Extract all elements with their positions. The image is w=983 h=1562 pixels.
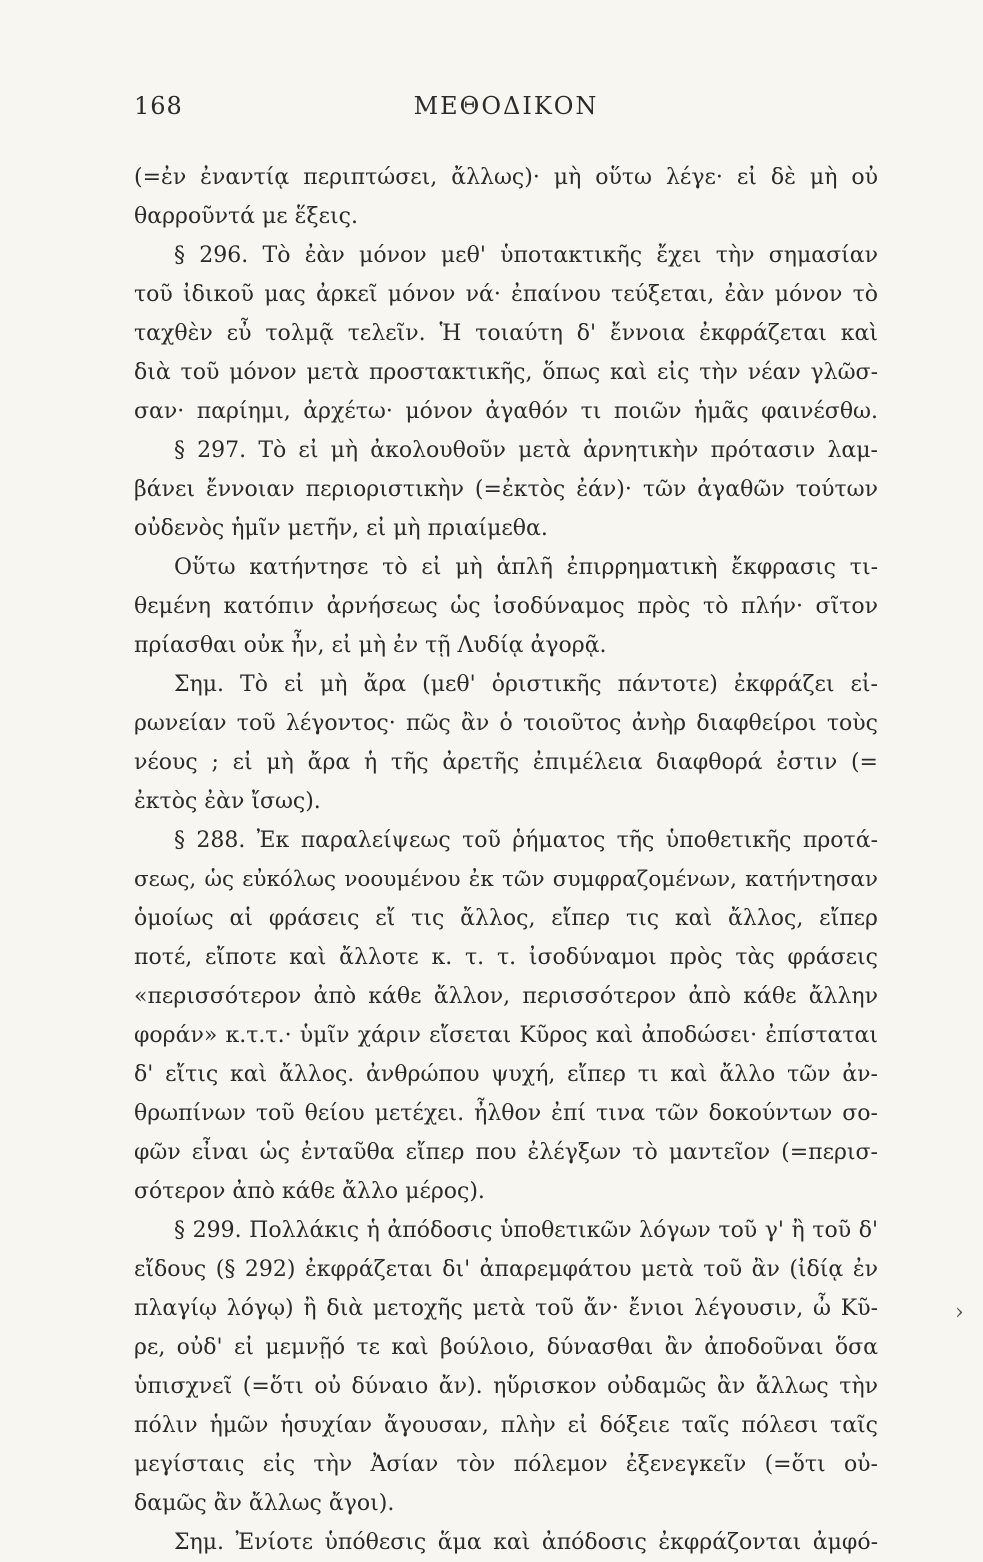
text-line: φῶν εἶναι ὡς ἐνταῦθα εἴπερ που ἐλέγξων τὸ μαντεῖον (=περισ- <box>134 1140 878 1165</box>
text-line: θαρροῦντά με ἕξεις. <box>134 204 358 229</box>
text-line: σότερον ἀπὸ κάθε ἄλλο μέρος). <box>134 1179 485 1204</box>
text-line: νέους ; εἰ μὴ ἄρα ἡ τῆς ἀρετῆς ἐπιμέλεια διαφθορά ἐστιν (= <box>134 750 878 775</box>
text-line: τοῦ ἰδικοῦ μας ἀρκεῖ μόνον νά· ἐπαίνου τεύξεται, ἐὰν μόνον τὸ <box>134 282 878 307</box>
book-page <box>134 92 878 1562</box>
note-line: Σημ. Τὸ εἰ μὴ ἄρα (μεθ' ὁριστικῆς πάντοτε) ἐκφράζει εἰ- <box>174 672 878 697</box>
text-line: πρίασθαι οὐκ ἦν, εἰ μὴ ἐν τῇ Λυδίᾳ ἀγορᾷ. <box>134 633 607 658</box>
section-297-start: § 297. Τὸ εἰ μὴ ἀκολουθοῦν μετὰ ἀρνητικὴν πρότασιν λαμ- <box>174 438 878 463</box>
margin-mark: › <box>955 1300 964 1325</box>
text-line: πλαγίῳ λόγῳ) ἢ διὰ μετοχῆς μετὰ τοῦ ἄν· ἔνιοι λέγουσιν, ὦ Κῦ- <box>134 1296 878 1321</box>
section-296-start: § 296. Τὸ ἐὰν μόνον μεθ' ὑποτακτικῆς ἔχει τὴν σημασίαν <box>174 243 878 268</box>
text-line: Οὕτω κατήντησε τὸ εἰ μὴ ἁπλῆ ἐπιρρηματικὴ ἔκφρασις τι- <box>174 555 878 580</box>
text-line: δαμῶς ἂν ἄλλως ἄγοι). <box>134 1491 395 1516</box>
text-line: ποτέ, εἴποτε καὶ ἄλλοτε κ. τ. τ. ἰσοδύναμοι πρὸς τὰς φράσεις <box>134 945 878 970</box>
section-288-start: § 288. Ἐκ παραλείψεως τοῦ ῥήματος τῆς ὑποθετικῆς προτά- <box>174 828 878 853</box>
body-text <box>134 158 878 1562</box>
text-line: «περισσότερον ἀπὸ κάθε ἄλλον, περισσότερον ἀπὸ κάθε ἄλλην <box>134 984 878 1009</box>
note-line: Σημ. Ἐνίοτε ὑπόθεσις ἅμα καὶ ἀπόδοσις ἐκφράζονται ἀμφό- <box>174 1530 878 1555</box>
text-line: ὁμοίως αἱ φράσεις εἴ τις ἄλλος, εἴπερ τις καὶ ἄλλος, εἴπερ <box>134 906 878 931</box>
text-line: θεμένη κατόπιν ἀρνήσεως ὡς ἰσοδύναμος πρὸς τὸ πλήν· σῖτον <box>134 594 878 619</box>
text-line: διὰ τοῦ μόνον μετὰ προστακτικῆς, ὅπως καὶ εἰς τὴν νέαν γλῶσ- <box>134 360 878 385</box>
text-line: ἐκτὸς ἐὰν ἴσως). <box>134 789 321 814</box>
section-299-start: § 299. Πολλάκις ἡ ἀπόδοσις ὑποθετικῶν λόγων τοῦ γ' ἢ τοῦ δ' <box>174 1218 878 1243</box>
running-title: ΜΕΘΟΔΙΚΟΝ <box>413 92 599 120</box>
text-line: οὐδενὸς ἡμῖν μετῆν, εἰ μὴ πριαίμεθα. <box>134 516 548 541</box>
text-line: βάνει ἔννοιαν περιοριστικὴν (=ἐκτὸς ἐάν)· τῶν ἀγαθῶν τούτων <box>134 477 878 502</box>
text-line: ὑπισχνεῖ (=ὅτι οὐ δύναιο ἄν). ηὕρισκον οὐδαμῶς ἂν ἄλλως τὴν <box>134 1374 878 1399</box>
text-line: ρε, οὐδ' εἰ μεμνῇό τε καὶ βούλοιο, δύνασθαι ἂν ἀποδοῦναι ὅσα <box>134 1335 878 1360</box>
page-header <box>134 92 878 132</box>
text-line: θρωπίνων τοῦ θείου μετέχει. ἦλθον ἐπί τινα τῶν δοκούντων σο- <box>134 1101 878 1126</box>
text-line: φοράν» κ.τ.τ.· ὑμῖν χάριν εἴσεται Κῦρος καὶ ἀποδώσει· ἐπίσταται <box>134 1023 878 1048</box>
text-line: ρωνείαν τοῦ λέγοντος· πῶς ἂν ὁ τοιοῦτος ἀνὴρ διαφθείροι τοὺς <box>134 711 878 736</box>
text-line: σαν· παρίημι, ἀρχέτω· μόνον ἀγαθόν τι ποιῶν ἡμᾶς φαινέσθω. <box>134 399 878 424</box>
text-line: μεγίσταις εἰς τὴν Ἀσίαν τὸν πόλεμον ἐξενεγκεῖν (=ὅτι οὐ- <box>134 1452 878 1477</box>
text-line: δ' εἴτις καὶ ἄλλος. ἀνθρώπου ψυχή, εἴπερ τι καὶ ἄλλο τῶν ἀν- <box>134 1062 878 1087</box>
page-number: 168 <box>134 92 183 120</box>
text-line: σεως, ὡς εὐκόλως νοουμένου ἐκ τῶν συμφραζομένων, κατήντησαν <box>134 867 878 892</box>
text-line: πόλιν ἡμῶν ἡσυχίαν ἄγουσαν, πλὴν εἰ δόξειε ταῖς πόλεσι ταῖς <box>134 1413 878 1438</box>
text-line: ταχθὲν εὖ τολμᾷ τελεῖν. Ἡ τοιαύτη δ' ἔννοια ἐκφράζεται καὶ <box>134 321 878 346</box>
text-line: (=ἐν ἐναντίᾳ περιπτώσει, ἄλλως)· μὴ οὕτω λέγε· εἰ δὲ μὴ οὐ <box>134 165 878 190</box>
text-line: εἴδους (§ 292) ἐκφράζεται δι' ἀπαρεμφάτου μετὰ τοῦ ἂν (ἰδίᾳ ἐν <box>134 1257 878 1282</box>
